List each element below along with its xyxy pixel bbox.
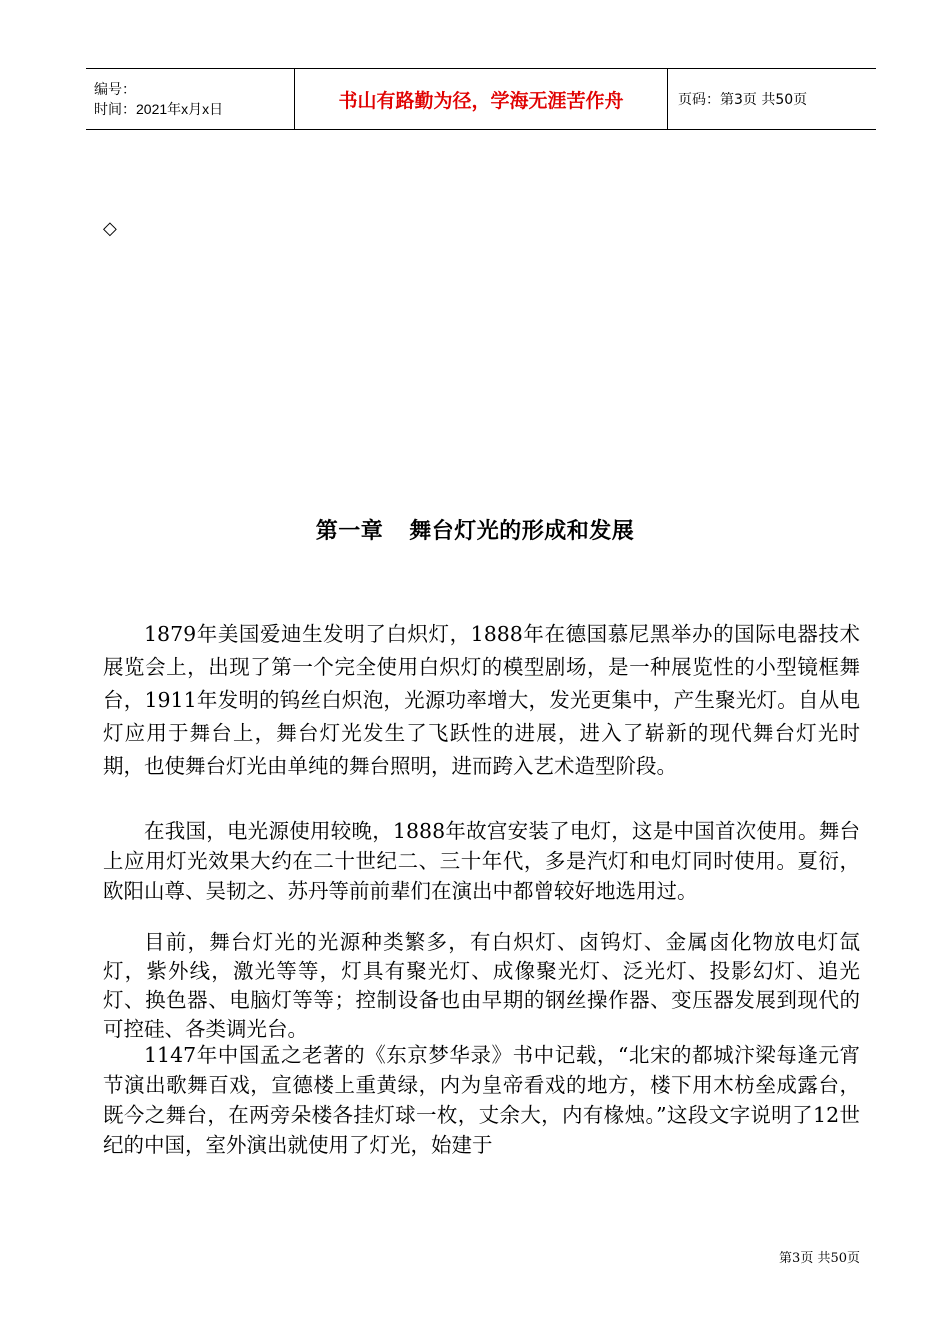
header-page-info: 页码：第3页 共50页 [678,92,808,108]
chapter-title: 舞台灯光的形成和发展 [409,519,635,544]
paragraph-text: 目前，舞台灯光的光源种类繁多，有白炽灯、卤钨灯、金属卤化物放电灯氙灯，紫外线，激光等等，灯具有聚光灯、成像聚光灯、泛光灯、投影幻灯、追光灯、换色器、电脑灯等等；控制设备也由早期的钢丝操作器、变压器发展到现代的可控硅、各类调光台。 [103,930,860,1041]
page-header [86,68,876,130]
date-label: 时间：2021年x月x日 [94,101,224,117]
paragraph-text: 在我国，电光源使用较晚，1888年故宫安装了电灯，这是中国首次使用。舞台上应用灯光效果大约在二十世纪二、三十年代，多是汽灯和电灯同时使用。夏衍，欧阳山尊、吴韧之、苏丹等前前辈们在演出中都曾较好地选用过。 [103,819,860,903]
serial-number-label: 编号： [94,81,136,97]
body-paragraph-2 [103,816,860,906]
chapter-heading [0,514,950,545]
diamond-icon: ◇ [103,218,117,239]
body-paragraph-3 [103,928,860,1044]
header-motto: 书山有路勤为径，学海无涯苦作舟 [295,69,668,130]
body-paragraph-1 [103,618,860,783]
body-paragraph-4 [103,1040,860,1160]
paragraph-text: 1879年美国爱迪生发明了白炽灯，1888年在德国慕尼黑举办的国际电器技术展览会上，出现了第一个完全使用白炽灯的模型剧场，是一种展览性的小型镜框舞台，1911年发明的钨丝白炽泡，光源功率增大，发光更集中，产生聚光灯。自从电灯应用于舞台上，舞台灯光发生了飞跃性的进展，进入了崭新的现代舞台灯光时期，也使舞台灯光由单纯的舞台照明，进而跨入艺术造型阶段。 [103,622,860,778]
chapter-number: 第一章 [315,519,384,544]
paragraph-text: 1147年中国孟之老著的《东京梦华录》书中记载，“北宋的都城汴梁每逢元宵节演出歌舞百戏，宣德楼上重黄绿，内为皇帝看戏的地方，楼下用木枋垒成露台，既今之舞台，在两旁朵楼各挂灯球一枚，丈余大，内有椽烛。”这段文字说明了12世纪的中国，室外演出就使用了灯光，始建于 [103,1043,860,1157]
page-footer: 第3页 共50页 [779,1251,860,1266]
header-meta-cell [86,69,295,130]
